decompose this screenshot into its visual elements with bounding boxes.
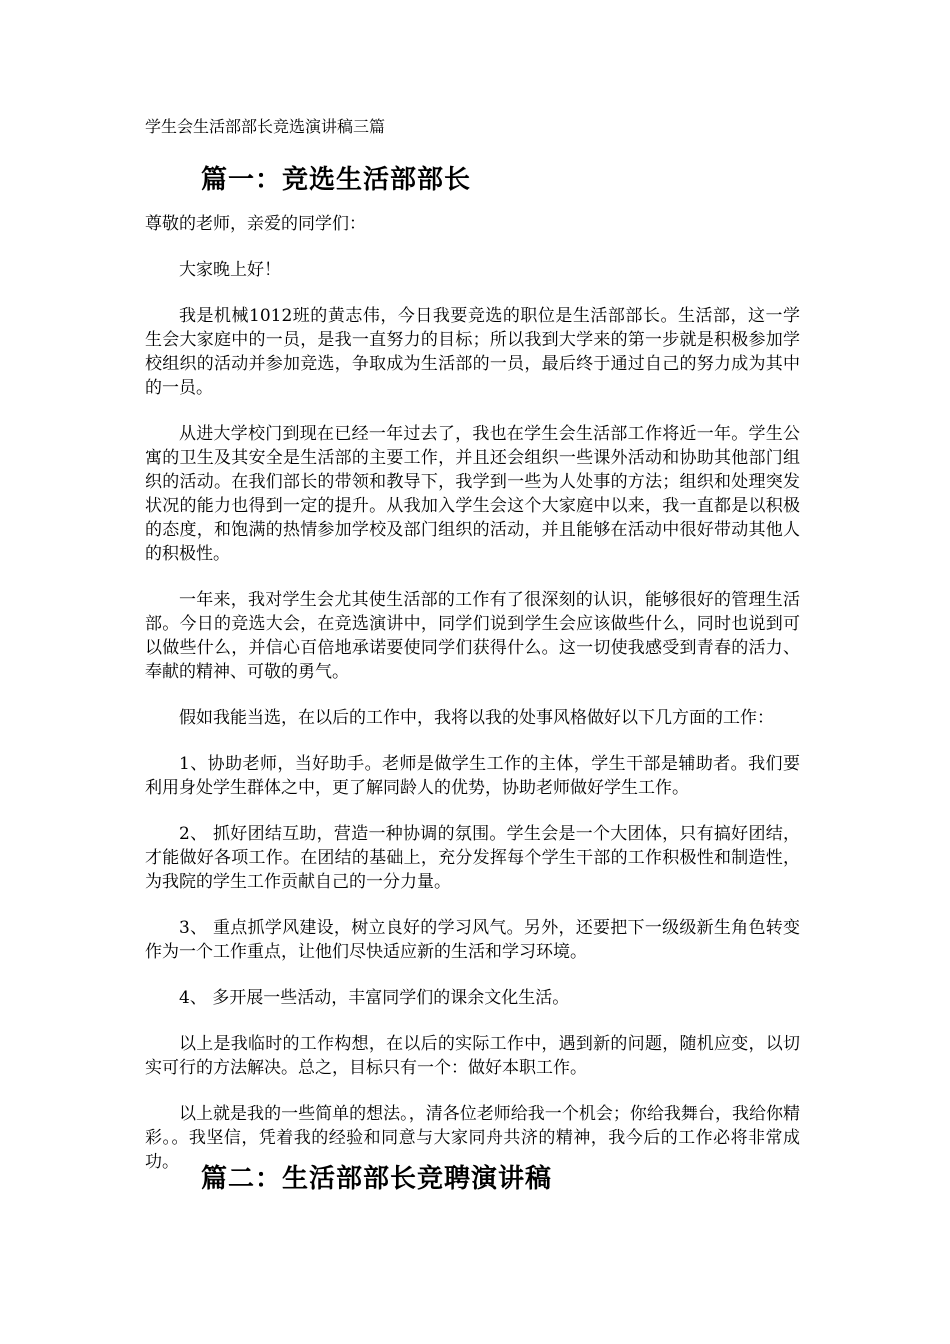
paragraph: 从进大学校门到现在已经一年过去了，我也在学生会生活部工作将近一年。学生公寓的卫生及其安全是生活部的主要工作，并且还会组织一些课外活动和协助其他部门组织的活动。在我们部长的带领和教导下，我学到一些为人处事的方法；组织和处理突发状况的能力也得到一定的提升。从我加入学生会这个大家庭中以来，我一直都是以积极的态度，和饱满的热情参加学校及部门组织的活动，并且能够在活动中很好带动其他人的积极性。 — [145, 424, 800, 564]
list-item: 2、 抓好团结互助，营造一种协调的氛围。学生会是一个大团体，只有搞好团结，才能做好各项工作。在团结的基础上，充分发挥每个学生干部的工作积极性和制造性，为我院的学生工作贡献自己的一分力量。 — [145, 824, 800, 892]
paragraph: 假如我能当选，在以后的工作中，我将以我的处事风格做好以下几方面的工作： — [179, 708, 774, 728]
paragraph: 一年来，我对学生会尤其使生活部的工作有了很深刻的认识，能够很好的管理生活部。今日的竞选大会，在竞选演讲中，同学们说到学生会应该做些什么，同时也说到可以做些什么，并信心百倍地承诺要使同学们获得什么。这一切使我感受到青春的活力、奉献的精神、可敬的勇气。 — [145, 590, 800, 682]
section-heading-2: 篇二：生活部部长竞聘演讲稿 — [201, 1164, 553, 1194]
section-1-body — [145, 212, 800, 1196]
paragraph: 以上是我临时的工作构想，在以后的实际工作中，遇到新的问题，随机应变，以切实可行的方法解决。总之，目标只有一个：做好本职工作。 — [145, 1034, 800, 1078]
section-heading-1: 篇一：竞选生活部部长 — [201, 165, 472, 195]
greeting: 大家晚上好！ — [179, 260, 281, 280]
document-title: 学生会生活部部长竞选演讲稿三篇 — [145, 117, 386, 136]
paragraph: 我是机械1012班的黄志伟，今日我要竞选的职位是生活部部长。生活部，这一学生会大家庭中的一员，是我一直努力的目标；所以我到大学来的第一步就是积极参加学校组织的活动并参加竞选，争取成为生活部的一员，最后终于通过自己的努力成为其中的一员。 — [145, 306, 800, 398]
list-item: 3、 重点抓学风建设，树立良好的学习风气。另外，还要把下一级级新生角色转变作为一个工作重点，让他们尽快适应新的生活和学习环境。 — [145, 918, 800, 962]
salutation: 尊敬的老师，亲爱的同学们： — [145, 214, 366, 234]
list-item: 4、 多开展一些活动，丰富同学们的课余文化生活。 — [179, 988, 570, 1008]
list-item: 1、协助老师，当好助手。老师是做学生工作的主体，学生干部是辅助者。我们要利用身处学生群体之中，更了解同龄人的优势，协助老师做好学生工作。 — [145, 754, 800, 798]
paragraph: 以上就是我的一些简单的想法。，清各位老师给我一个机会；你给我舞台，我给你精彩。。我坚信，凭着我的经验和同意与大家同舟共济的精神，我今后的工作必将非常成功。 — [145, 1104, 800, 1172]
